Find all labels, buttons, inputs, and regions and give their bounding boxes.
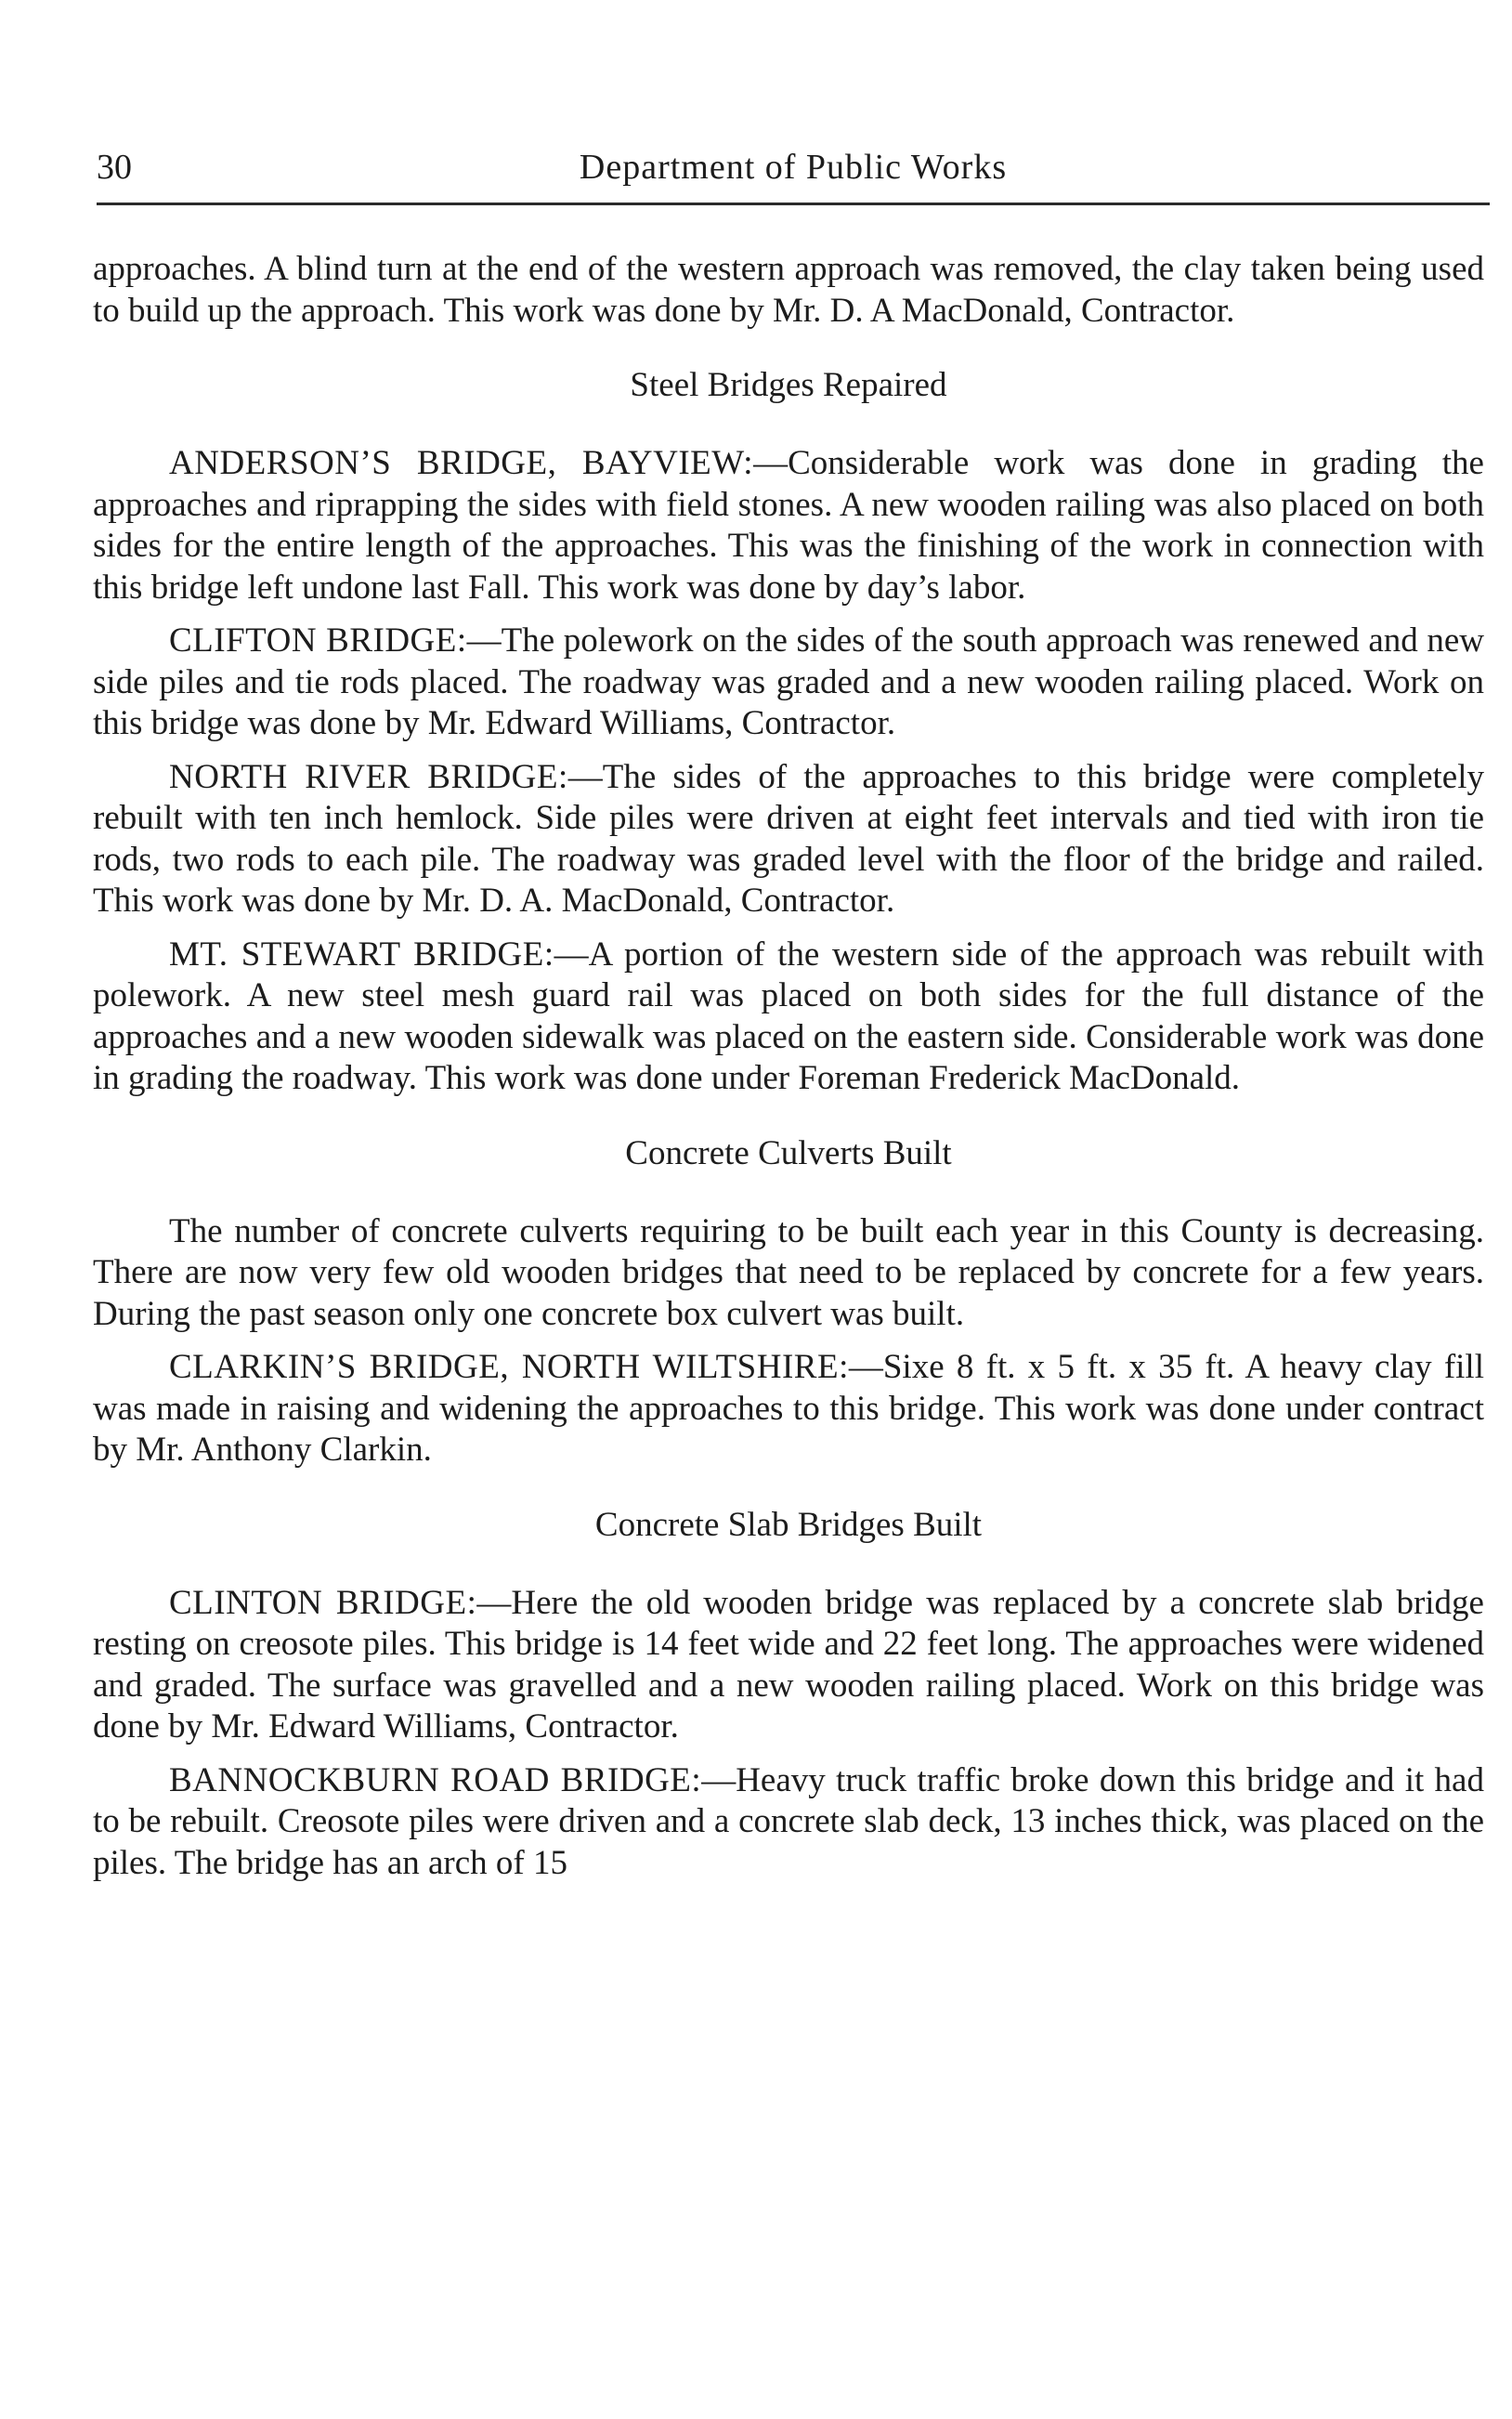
- entry-lead: CLARKIN’S BRIDGE, NORTH WILTSHIRE:: [169, 1348, 849, 1386]
- paragraph-north-river-bridge: [93, 757, 1484, 922]
- entry-text: —The polework on the sides of the south approach was renewed and new side piles and tie rods placed. The roadway was graded and a new wooden railing placed. Work on this bridge was done by Mr. Edward Williams, Contractor.: [93, 621, 1484, 742]
- entry-text: —Considerable work was done in grading the approaches and riprapping the sides with field stones. A new wooden railing was also placed on both sides for the entire length of the approaches. This was the finishing of the work in connection with this bridge left undone last Fall. This work was done by day’s labor.: [93, 444, 1484, 607]
- header-rule: [97, 203, 1490, 205]
- entry-text: —Heavy truck traffic broke down this bridge and it had to be rebuilt. Creosote piles were driven and a concrete slab deck, 13 inches thick, was placed on the piles. The bridge has an arch of 15: [93, 1760, 1484, 1882]
- entry-text: —A portion of the western side of the approach was rebuilt with polework. A new steel mesh guard rail was placed on both sides for the full distance of the approaches and a new wooden sidewalk was placed on the eastern side. Considerable work was done in grading the roadway. This work was done under Foreman Frederick MacDonald.: [93, 935, 1485, 1097]
- paragraph-clifton-bridge: [93, 621, 1484, 745]
- intro-paragraph: approaches. A blind turn at the end of the western approach was removed, the clay taken being used to build up the approach. This work was done by Mr. D. A MacDonald, Contractor.: [93, 250, 1484, 330]
- running-head: Department of Public Works: [579, 148, 1008, 187]
- entry-lead: NORTH RIVER BRIDGE:: [169, 757, 568, 796]
- page-header: [97, 139, 1490, 199]
- paragraph-clarkins-bridge: [93, 1347, 1484, 1471]
- section-heading: Concrete Culverts Built: [625, 1133, 952, 1172]
- page-number: 30: [97, 148, 132, 187]
- paragraph-bannockburn-road-bridge: [93, 1760, 1484, 1885]
- entry-text: —Sixe 8 ft. x 5 ft. x 35 ft. A heavy clay fill was made in raising and widening the approaches to this bridge. This work was done under contract by Mr. Anthony Clarkin.: [93, 1348, 1484, 1469]
- entry-lead: ANDERSON’S BRIDGE, BAYVIEW:: [169, 444, 754, 482]
- entry-text: —The sides of the approaches to this bridge were completely rebuilt with ten inch hemlock. Side piles were driven at eight feet intervals and tied with iron tie rods, two rods to each pile. The roadway was graded level with the floor of the bridge and railed. This work was done by Mr. D. A. MacDonald, Contractor.: [93, 757, 1485, 920]
- paragraph-clinton-bridge: [93, 1583, 1484, 1748]
- paragraph-culverts-intro: [93, 1211, 1484, 1336]
- paragraph-andersons-bridge: [93, 443, 1484, 608]
- entry-text: —Here the old wooden bridge was replaced by a concrete slab bridge resting on creosote piles. This bridge is 14 feet wide and 22 feet long. The approaches were widened and graded. The surface was gravelled and a new wooden railing placed. Work on this bridge was done by Mr. Edward Williams, Contractor.: [93, 1583, 1484, 1746]
- entry-text: The number of concrete culverts requiring to be built each year in this County is decreasing. There are now very few old wooden bridges that need to be replaced by concrete for a few years. During the past season only one concrete box culvert was built.: [93, 1211, 1484, 1333]
- entry-lead: CLINTON BRIDGE:: [169, 1583, 477, 1622]
- section-heading: Concrete Slab Bridges Built: [594, 1505, 983, 1544]
- paragraph-mt-stewart-bridge: [93, 935, 1484, 1100]
- entry-lead: CLIFTON BRIDGE:: [169, 621, 467, 660]
- entry-lead: BANNOCKBURN ROAD BRIDGE:: [169, 1760, 702, 1799]
- body-text: [93, 249, 1484, 1896]
- entry-lead: MT. STEWART BRIDGE:: [169, 935, 554, 974]
- section-heading: Steel Bridges Repaired: [630, 366, 947, 404]
